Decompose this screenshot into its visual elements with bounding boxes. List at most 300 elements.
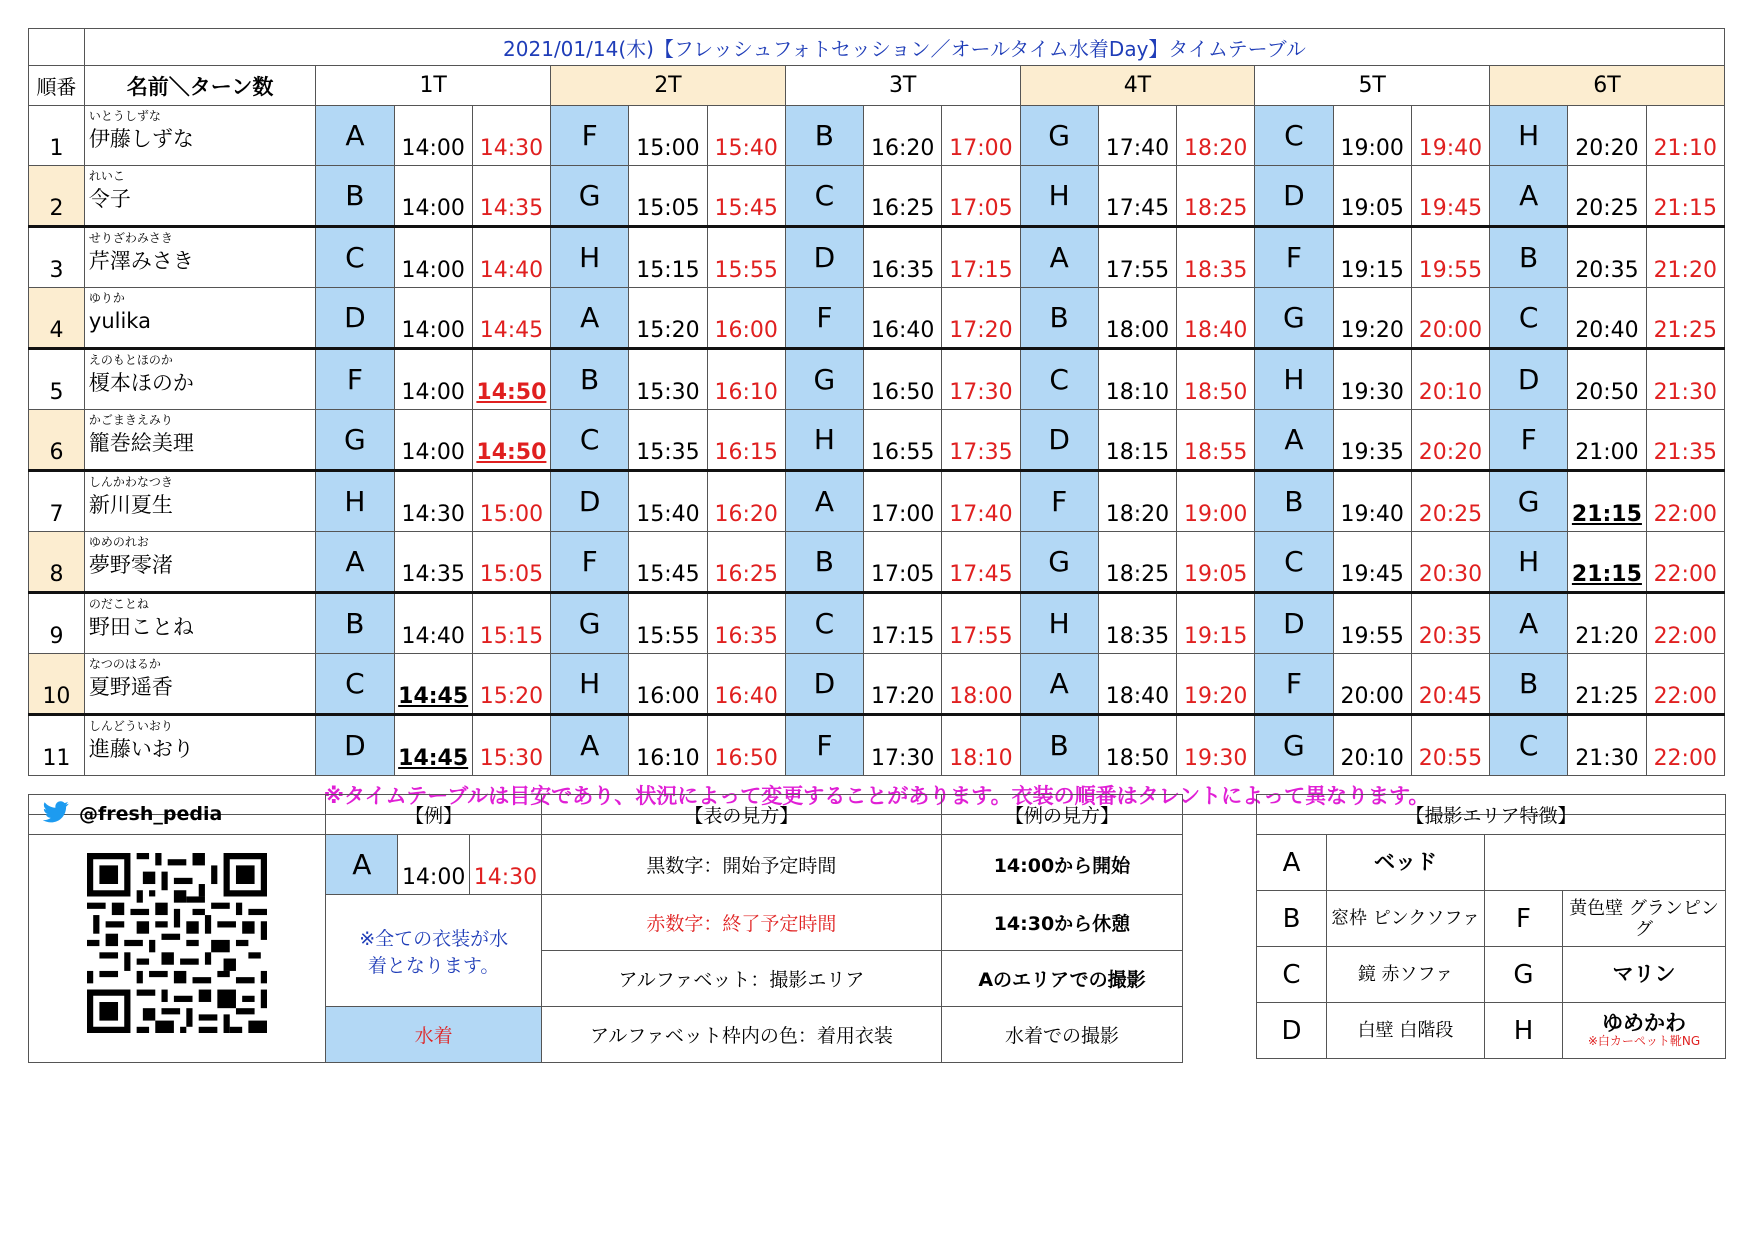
end-time: 21:10 bbox=[1646, 106, 1724, 166]
example-howto-header: 【例の見方】 bbox=[941, 795, 1182, 835]
order-number: 5 bbox=[29, 349, 85, 410]
order-number: 3 bbox=[29, 227, 85, 288]
table-row bbox=[29, 349, 1725, 410]
turn-header: 5T bbox=[1255, 66, 1490, 106]
area-letter: B bbox=[785, 532, 863, 593]
start-time: 20:50 bbox=[1568, 349, 1646, 410]
talent-name-cell bbox=[84, 593, 315, 654]
talent-furigana: しんかわなつき bbox=[88, 475, 173, 489]
area-letter: C bbox=[1020, 349, 1098, 410]
start-time: 15:45 bbox=[629, 532, 707, 593]
order-number: 7 bbox=[29, 471, 85, 532]
start-time bbox=[1568, 471, 1646, 532]
example-howto-area: Aのエリアでの撮影 bbox=[941, 951, 1182, 1007]
area-letter: D bbox=[1490, 349, 1568, 410]
area-letter: D bbox=[1020, 410, 1098, 471]
start-time: 15:40 bbox=[629, 471, 707, 532]
schedule-note: ※タイムテーブルは目安であり、状況によって変更することがあります。衣装の順番はタレントによって異なります。 bbox=[29, 776, 1725, 815]
area-letter: C bbox=[316, 227, 394, 288]
area-letter: B bbox=[316, 166, 394, 227]
area-desc-c: 鏡 赤ソファ bbox=[1327, 947, 1485, 1003]
end-time: 18:20 bbox=[1177, 106, 1255, 166]
end-time bbox=[472, 410, 550, 471]
end-time: 16:15 bbox=[707, 410, 785, 471]
howto-color: アルファベット枠内の色：着用衣装 bbox=[541, 1007, 941, 1063]
end-time: 19:20 bbox=[1177, 654, 1255, 715]
area-letter: B bbox=[1020, 715, 1098, 776]
start-time-emphasis: 21:15 bbox=[1571, 562, 1642, 587]
end-time: 18:55 bbox=[1177, 410, 1255, 471]
area-letter: H bbox=[785, 410, 863, 471]
end-time: 20:20 bbox=[1411, 410, 1489, 471]
start-time: 19:45 bbox=[1333, 532, 1411, 593]
start-time: 16:55 bbox=[864, 410, 942, 471]
start-time: 21:25 bbox=[1568, 654, 1646, 715]
area-letter: D bbox=[785, 227, 863, 288]
start-time: 21:20 bbox=[1568, 593, 1646, 654]
area-letter: D bbox=[551, 471, 629, 532]
table-row bbox=[29, 166, 1725, 227]
area-letter: B bbox=[1490, 654, 1568, 715]
end-time: 17:35 bbox=[942, 410, 1020, 471]
talent-name: 進藤いおり bbox=[88, 737, 194, 761]
start-time: 14:00 bbox=[394, 410, 472, 471]
twitter-handle-cell bbox=[29, 795, 326, 835]
start-time: 17:05 bbox=[864, 532, 942, 593]
end-time: 20:25 bbox=[1411, 471, 1489, 532]
start-time: 19:35 bbox=[1333, 410, 1411, 471]
end-time: 17:45 bbox=[942, 532, 1020, 593]
end-time: 17:00 bbox=[942, 106, 1020, 166]
area-letter: G bbox=[1490, 471, 1568, 532]
start-time: 16:40 bbox=[864, 288, 942, 349]
end-time: 21:20 bbox=[1646, 227, 1724, 288]
end-time: 19:15 bbox=[1177, 593, 1255, 654]
end-time: 17:40 bbox=[942, 471, 1020, 532]
qr-code-icon[interactable] bbox=[87, 853, 267, 1033]
start-time: 14:40 bbox=[394, 593, 472, 654]
area-letter: B bbox=[1490, 227, 1568, 288]
area-desc-b: 窓枠 ピンクソファ bbox=[1327, 891, 1485, 947]
end-time: 16:50 bbox=[707, 715, 785, 776]
example-howto-start: 14:00から開始 bbox=[941, 835, 1182, 895]
qr-cell bbox=[29, 835, 326, 1063]
talent-name: 伊藤しずな bbox=[88, 127, 194, 151]
talent-name-cell bbox=[84, 227, 315, 288]
end-time: 14:35 bbox=[472, 166, 550, 227]
start-time: 15:55 bbox=[629, 593, 707, 654]
talent-name-cell bbox=[84, 166, 315, 227]
start-time: 14:00 bbox=[394, 166, 472, 227]
area-letter: F bbox=[1255, 227, 1333, 288]
start-time: 15:00 bbox=[629, 106, 707, 166]
howto-header: 【表の見方】 bbox=[541, 795, 941, 835]
area-letter: A bbox=[785, 471, 863, 532]
talent-name-cell bbox=[84, 106, 315, 166]
end-time: 16:10 bbox=[707, 349, 785, 410]
area-letter: C bbox=[785, 166, 863, 227]
end-time: 17:20 bbox=[942, 288, 1020, 349]
start-time-emphasis: 21:15 bbox=[1571, 502, 1642, 527]
talent-name-cell bbox=[84, 654, 315, 715]
start-time bbox=[394, 715, 472, 776]
order-number: 2 bbox=[29, 166, 85, 227]
area-letter-c: C bbox=[1257, 947, 1327, 1003]
area-letter: C bbox=[1490, 715, 1568, 776]
area-h-note: ※白カーペット靴NG bbox=[1587, 1034, 1701, 1048]
end-time: 15:45 bbox=[707, 166, 785, 227]
talent-name: 野田ことね bbox=[88, 615, 194, 639]
example-end: 14:30 bbox=[470, 835, 542, 895]
start-time: 17:55 bbox=[1098, 227, 1176, 288]
area-letter: G bbox=[316, 410, 394, 471]
start-time: 19:15 bbox=[1333, 227, 1411, 288]
area-letter-h: H bbox=[1485, 1003, 1563, 1059]
start-time bbox=[1568, 532, 1646, 593]
start-time: 15:05 bbox=[629, 166, 707, 227]
start-time: 14:00 bbox=[394, 106, 472, 166]
example-howto-end: 14:30から休憩 bbox=[941, 895, 1182, 951]
start-time: 18:25 bbox=[1098, 532, 1176, 593]
legend-table bbox=[28, 794, 1183, 1063]
end-time-emphasis: 14:50 bbox=[476, 380, 547, 405]
order-number: 1 bbox=[29, 106, 85, 166]
turn-header: 6T bbox=[1490, 66, 1725, 106]
area-letter: B bbox=[316, 593, 394, 654]
end-time bbox=[472, 349, 550, 410]
talent-furigana: ゆりか bbox=[88, 291, 125, 305]
end-time: 14:30 bbox=[472, 106, 550, 166]
start-time: 17:20 bbox=[864, 654, 942, 715]
area-letter: C bbox=[1255, 106, 1333, 166]
start-time: 19:00 bbox=[1333, 106, 1411, 166]
area-features-header: 【撮影エリア特徴】 bbox=[1257, 795, 1726, 835]
end-time: 19:55 bbox=[1411, 227, 1489, 288]
area-letter: A bbox=[551, 715, 629, 776]
end-time: 18:10 bbox=[942, 715, 1020, 776]
end-time: 15:05 bbox=[472, 532, 550, 593]
twitter-handle[interactable]: @fresh_pedia bbox=[79, 803, 223, 825]
area-letter: D bbox=[1255, 593, 1333, 654]
talent-furigana: れいこ bbox=[88, 169, 125, 183]
table-row bbox=[29, 654, 1725, 715]
area-letter: F bbox=[1255, 654, 1333, 715]
area-letter: H bbox=[551, 654, 629, 715]
end-time: 17:15 bbox=[942, 227, 1020, 288]
start-time: 16:20 bbox=[864, 106, 942, 166]
table-row bbox=[29, 471, 1725, 532]
start-time: 18:00 bbox=[1098, 288, 1176, 349]
area-letter: F bbox=[316, 349, 394, 410]
area-letter: C bbox=[316, 654, 394, 715]
name-header: 名前＼ターン数 bbox=[84, 66, 315, 106]
start-time: 20:00 bbox=[1333, 654, 1411, 715]
area-desc-h-cell bbox=[1563, 1003, 1726, 1059]
area-letter: F bbox=[551, 106, 629, 166]
area-letter: C bbox=[785, 593, 863, 654]
talent-name: 令子 bbox=[88, 187, 131, 211]
area-letter: F bbox=[785, 715, 863, 776]
area-letter: G bbox=[785, 349, 863, 410]
end-time: 15:40 bbox=[707, 106, 785, 166]
end-time: 17:05 bbox=[942, 166, 1020, 227]
area-letter: D bbox=[316, 715, 394, 776]
end-time: 19:40 bbox=[1411, 106, 1489, 166]
start-time: 19:55 bbox=[1333, 593, 1411, 654]
end-time: 21:25 bbox=[1646, 288, 1724, 349]
area-letter-f: F bbox=[1485, 891, 1563, 947]
area-letter: A bbox=[316, 106, 394, 166]
page-title: 2021/01/14(木)【フレッシュフォトセッション／オールタイム水着Day】タイムテーブル bbox=[84, 29, 1724, 66]
talent-name: 夢野零渚 bbox=[88, 553, 173, 577]
end-time: 17:30 bbox=[942, 349, 1020, 410]
talent-name-cell bbox=[84, 715, 315, 776]
area-letter: F bbox=[551, 532, 629, 593]
start-time: 16:50 bbox=[864, 349, 942, 410]
end-time: 15:20 bbox=[472, 654, 550, 715]
end-time: 15:15 bbox=[472, 593, 550, 654]
area-desc-a: ベッド bbox=[1327, 835, 1485, 891]
start-time: 21:00 bbox=[1568, 410, 1646, 471]
start-time bbox=[394, 654, 472, 715]
area-letter: D bbox=[1255, 166, 1333, 227]
area-letter: H bbox=[1490, 106, 1568, 166]
start-time: 16:10 bbox=[629, 715, 707, 776]
order-number: 11 bbox=[29, 715, 85, 776]
twitter-bird-icon bbox=[43, 801, 69, 828]
end-time: 20:45 bbox=[1411, 654, 1489, 715]
area-letter: G bbox=[551, 593, 629, 654]
talent-furigana: ゆめのれお bbox=[88, 535, 149, 549]
talent-name-cell bbox=[84, 410, 315, 471]
start-time: 15:35 bbox=[629, 410, 707, 471]
end-time: 15:55 bbox=[707, 227, 785, 288]
start-time-emphasis: 14:45 bbox=[398, 746, 469, 771]
turn-header: 4T bbox=[1020, 66, 1255, 106]
end-time: 21:30 bbox=[1646, 349, 1724, 410]
start-time: 14:00 bbox=[394, 349, 472, 410]
table-row bbox=[29, 288, 1725, 349]
area-letter: A bbox=[1490, 166, 1568, 227]
end-time: 22:00 bbox=[1646, 654, 1724, 715]
end-time-emphasis: 14:50 bbox=[476, 440, 547, 465]
area-letter: F bbox=[785, 288, 863, 349]
area-letter: H bbox=[316, 471, 394, 532]
all-swimwear-note: ※全ての衣装が水着となります。 bbox=[326, 895, 541, 1007]
talent-name: 夏野遥香 bbox=[88, 675, 173, 699]
start-time: 18:40 bbox=[1098, 654, 1176, 715]
area-letter-d: D bbox=[1257, 1003, 1327, 1059]
talent-name-cell bbox=[84, 288, 315, 349]
table-row bbox=[29, 532, 1725, 593]
start-time: 20:10 bbox=[1333, 715, 1411, 776]
area-letter-g: G bbox=[1485, 947, 1563, 1003]
area-desc-f: 黄色壁 グランピング bbox=[1563, 891, 1726, 947]
howto-black: 黒数字：開始予定時間 bbox=[541, 835, 941, 895]
end-time: 21:15 bbox=[1646, 166, 1724, 227]
end-time: 20:00 bbox=[1411, 288, 1489, 349]
talent-name-cell bbox=[84, 532, 315, 593]
area-letter: A bbox=[1490, 593, 1568, 654]
end-time: 20:30 bbox=[1411, 532, 1489, 593]
start-time: 18:15 bbox=[1098, 410, 1176, 471]
area-features-table bbox=[1256, 794, 1726, 1059]
end-time: 22:00 bbox=[1646, 593, 1724, 654]
talent-furigana: なつのはるか bbox=[88, 657, 161, 671]
area-letter: B bbox=[785, 106, 863, 166]
start-time: 17:45 bbox=[1098, 166, 1176, 227]
talent-name: yulika bbox=[88, 309, 151, 333]
end-time: 22:00 bbox=[1646, 532, 1724, 593]
area-letter: B bbox=[1020, 288, 1098, 349]
talent-name: 芹澤みさき bbox=[88, 249, 194, 273]
end-time: 14:40 bbox=[472, 227, 550, 288]
end-time: 19:05 bbox=[1177, 532, 1255, 593]
order-number: 6 bbox=[29, 410, 85, 471]
area-letter: G bbox=[1255, 288, 1333, 349]
start-time: 18:20 bbox=[1098, 471, 1176, 532]
area-letter: C bbox=[551, 410, 629, 471]
end-time: 19:45 bbox=[1411, 166, 1489, 227]
start-time: 17:30 bbox=[864, 715, 942, 776]
start-time: 14:35 bbox=[394, 532, 472, 593]
area-letter: D bbox=[785, 654, 863, 715]
area-desc-d: 白壁 白階段 bbox=[1327, 1003, 1485, 1059]
end-time: 15:00 bbox=[472, 471, 550, 532]
example-start: 14:00 bbox=[398, 835, 470, 895]
end-time: 16:40 bbox=[707, 654, 785, 715]
start-time: 20:40 bbox=[1568, 288, 1646, 349]
area-letter: F bbox=[1020, 471, 1098, 532]
order-number: 10 bbox=[29, 654, 85, 715]
area-letter: H bbox=[551, 227, 629, 288]
area-letter: A bbox=[316, 532, 394, 593]
order-number: 9 bbox=[29, 593, 85, 654]
end-time: 19:00 bbox=[1177, 471, 1255, 532]
start-time: 15:20 bbox=[629, 288, 707, 349]
start-time: 19:40 bbox=[1333, 471, 1411, 532]
talent-furigana: しんどういおり bbox=[88, 719, 173, 733]
start-time: 18:35 bbox=[1098, 593, 1176, 654]
area-letter: B bbox=[1255, 471, 1333, 532]
start-time: 16:25 bbox=[864, 166, 942, 227]
order-header: 順番 bbox=[29, 66, 85, 106]
area-letter: G bbox=[1020, 106, 1098, 166]
start-time: 17:15 bbox=[864, 593, 942, 654]
area-letter: D bbox=[316, 288, 394, 349]
start-time: 17:40 bbox=[1098, 106, 1176, 166]
turn-header: 3T bbox=[785, 66, 1020, 106]
end-time: 22:00 bbox=[1646, 471, 1724, 532]
talent-furigana: せりざわみさき bbox=[88, 231, 173, 245]
table-row bbox=[29, 227, 1725, 288]
end-time: 20:35 bbox=[1411, 593, 1489, 654]
end-time: 16:35 bbox=[707, 593, 785, 654]
start-time: 14:00 bbox=[394, 227, 472, 288]
area-letter: A bbox=[1255, 410, 1333, 471]
order-number: 4 bbox=[29, 288, 85, 349]
area-desc-h: ゆめかわ bbox=[1602, 1011, 1686, 1035]
end-time: 16:20 bbox=[707, 471, 785, 532]
talent-name: 籠巻絵美理 bbox=[88, 431, 194, 455]
talent-furigana: のだことね bbox=[88, 597, 149, 611]
table-row bbox=[29, 410, 1725, 471]
talent-name: 榎本ほのか bbox=[88, 371, 194, 395]
talent-name: 新川夏生 bbox=[88, 493, 173, 517]
start-time: 15:30 bbox=[629, 349, 707, 410]
end-time: 18:00 bbox=[942, 654, 1020, 715]
end-time: 20:10 bbox=[1411, 349, 1489, 410]
end-time: 18:25 bbox=[1177, 166, 1255, 227]
turn-header: 2T bbox=[551, 66, 786, 106]
area-letter: H bbox=[1490, 532, 1568, 593]
talent-name-cell bbox=[84, 471, 315, 532]
start-time: 14:00 bbox=[394, 288, 472, 349]
end-time: 14:45 bbox=[472, 288, 550, 349]
area-letter: C bbox=[1490, 288, 1568, 349]
end-time: 22:00 bbox=[1646, 715, 1724, 776]
end-time: 17:55 bbox=[942, 593, 1020, 654]
table-row bbox=[29, 106, 1725, 166]
area-letter: G bbox=[1020, 532, 1098, 593]
start-time: 20:25 bbox=[1568, 166, 1646, 227]
example-howto-color: 水着での撮影 bbox=[941, 1007, 1182, 1063]
area-letter: A bbox=[1020, 227, 1098, 288]
start-time: 16:00 bbox=[629, 654, 707, 715]
example-area-letter: A bbox=[326, 835, 398, 895]
start-time: 21:30 bbox=[1568, 715, 1646, 776]
start-time: 16:35 bbox=[864, 227, 942, 288]
start-time: 19:05 bbox=[1333, 166, 1411, 227]
start-time: 19:30 bbox=[1333, 349, 1411, 410]
start-time-emphasis: 14:45 bbox=[398, 684, 469, 709]
start-time: 19:20 bbox=[1333, 288, 1411, 349]
start-time: 17:00 bbox=[864, 471, 942, 532]
end-time: 21:35 bbox=[1646, 410, 1724, 471]
start-time: 18:10 bbox=[1098, 349, 1176, 410]
area-letter: H bbox=[1255, 349, 1333, 410]
start-time: 15:15 bbox=[629, 227, 707, 288]
end-time: 15:30 bbox=[472, 715, 550, 776]
end-time: 18:40 bbox=[1177, 288, 1255, 349]
howto-letter: アルファベット：撮影エリア bbox=[541, 951, 941, 1007]
example-header: 【例】 bbox=[326, 795, 541, 835]
start-time: 18:50 bbox=[1098, 715, 1176, 776]
table-row bbox=[29, 593, 1725, 654]
area-letter-a: A bbox=[1257, 835, 1327, 891]
end-time: 16:25 bbox=[707, 532, 785, 593]
talent-furigana: かごまきえみり bbox=[88, 413, 173, 427]
table-row bbox=[29, 715, 1725, 776]
area-letter-b: B bbox=[1257, 891, 1327, 947]
area-letter: G bbox=[1255, 715, 1333, 776]
area-desc-g: マリン bbox=[1563, 947, 1726, 1003]
area-letter: C bbox=[1255, 532, 1333, 593]
end-time: 20:55 bbox=[1411, 715, 1489, 776]
talent-furigana: えのもとほのか bbox=[88, 353, 173, 367]
order-number: 8 bbox=[29, 532, 85, 593]
end-time: 18:35 bbox=[1177, 227, 1255, 288]
area-letter: A bbox=[1020, 654, 1098, 715]
turn-header: 1T bbox=[316, 66, 551, 106]
swimwear-color-sample: 水着 bbox=[326, 1007, 541, 1063]
end-time: 18:50 bbox=[1177, 349, 1255, 410]
area-letter: H bbox=[1020, 166, 1098, 227]
area-letter: H bbox=[1020, 593, 1098, 654]
area-letter: F bbox=[1490, 410, 1568, 471]
start-time: 14:30 bbox=[394, 471, 472, 532]
area-letter: G bbox=[551, 166, 629, 227]
